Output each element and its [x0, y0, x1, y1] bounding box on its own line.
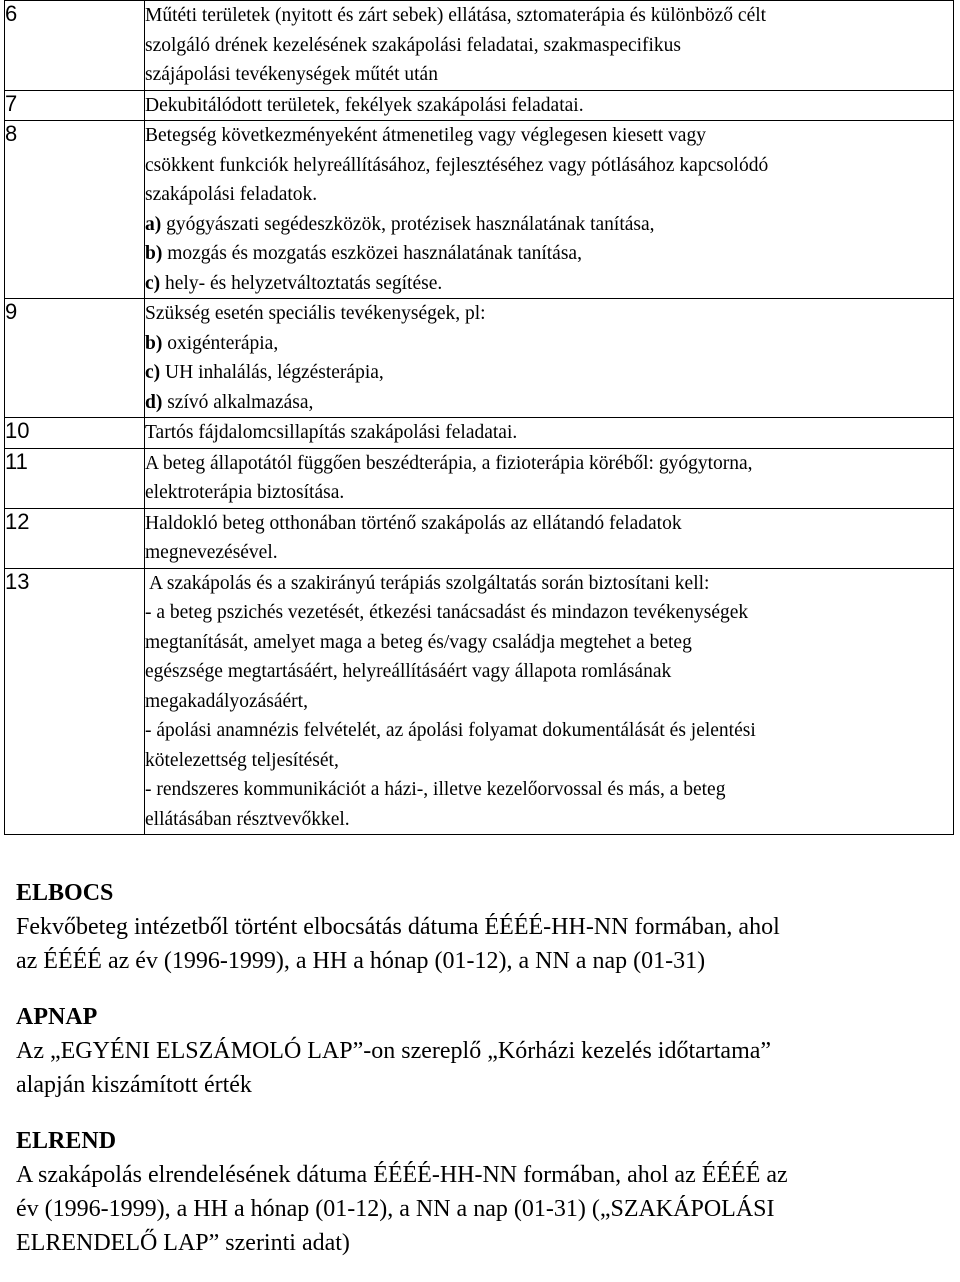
row-number: 11: [5, 448, 145, 508]
text-line: - rendszeres kommunikációt a házi-, illetve kezelőorvossal és más, a beteg: [145, 779, 726, 800]
item-label: b): [145, 332, 163, 354]
list-item: [145, 269, 953, 299]
list-item: [145, 358, 953, 388]
row-number: 9: [5, 299, 145, 418]
text-line: Fekvőbeteg intézetből történt elbocsátás dátuma ÉÉÉÉ-HH-NN formában, ahol: [16, 914, 780, 940]
row-text: [145, 508, 954, 568]
text-line: - ápolási anamnézis felvételét, az ápolási folyamat dokumentálását és jelentési: [145, 720, 756, 741]
text-line: A szakápolás és a szakirányú terápiás szolgáltatás során biztosítani kell:: [149, 572, 710, 594]
text-line: szájápolási tevékenységek műtét után: [145, 64, 438, 85]
text-line: év (1996-1999), a HH a hónap (01-12), a NN a nap (01-31) („SZAKÁPOLÁSI: [16, 1196, 775, 1222]
text-line: az ÉÉÉÉ az év (1996-1999), a HH a hónap (01-12), a NN a nap (01-31): [16, 948, 706, 974]
section-body: [16, 1034, 946, 1102]
text-line: egészsége megtartásáért, helyreállításáért vagy állapota romlásának: [145, 661, 672, 682]
text-line: - a beteg pszichés vezetését, étkezési tanácsadást és mindazon tevékenységek: [145, 602, 749, 623]
text-line: A szakápolás elrendelésének dátuma ÉÉÉÉ-HH-NN formában, ahol az ÉÉÉÉ az: [16, 1162, 788, 1188]
row-number: 8: [5, 121, 145, 299]
item-label: c): [145, 272, 161, 294]
text-line: ELRENDELŐ LAP” szerinti adat): [16, 1230, 350, 1256]
list-item: [145, 329, 953, 359]
text-line: Dekubitálódott területek, fekélyek szakápolási feladatai.: [145, 94, 584, 116]
section-title: APNAP: [16, 1004, 98, 1030]
field-definitions: [16, 876, 946, 1282]
row-text: [145, 568, 954, 835]
row-text: [145, 299, 954, 418]
text-line: A beteg állapotától függően beszédterápia, a fizioterápia köréből: gyógytorna,: [145, 452, 753, 474]
text-line: Szükség esetén speciális tevékenységek, pl:: [145, 303, 486, 324]
text-line: csökkent funkciók helyreállításához, fejlesztéséhez vagy pótlásához kapcsolódó: [145, 154, 769, 176]
item-text: szívó alkalmazása,: [167, 391, 314, 413]
item-label: d): [145, 391, 163, 413]
text-line: szolgáló drének kezelésének szakápolási feladatai, szakmaspecifikus: [145, 34, 682, 56]
text-line: megakadályozásáért,: [145, 690, 308, 712]
section-body: [16, 1158, 946, 1260]
item-label: a): [145, 213, 162, 235]
item-label: c): [145, 362, 161, 383]
text-line: alapján kiszámított érték: [16, 1072, 252, 1098]
item-text: mozgás és mozgatás eszközei használatának tanítása,: [167, 243, 582, 264]
list-item: [145, 239, 953, 269]
text-line: szakápolási feladatok.: [145, 184, 318, 205]
item-label: b): [145, 243, 163, 264]
text-line: Tartós fájdalomcsillapítás szakápolási feladatai.: [145, 422, 518, 443]
section-elbocs: [16, 876, 946, 978]
row-number: 12: [5, 508, 145, 568]
text-line: Betegség következményeként átmenetileg vagy véglegesen kiesett vagy: [145, 125, 706, 146]
row-text: [145, 418, 954, 449]
table-row: [5, 418, 954, 449]
text-line: ellátásában résztvevőkkel.: [145, 808, 350, 830]
row-text: [145, 121, 954, 299]
list-item: [145, 388, 953, 418]
section-elrend: [16, 1124, 946, 1260]
section-title: ELREND: [16, 1128, 117, 1154]
item-text: hely- és helyzetváltoztatás segítése.: [165, 272, 443, 294]
row-text: [145, 90, 954, 121]
table-row: [5, 508, 954, 568]
item-text: oxigénterápia,: [167, 332, 279, 354]
row-text: [145, 448, 954, 508]
text-line: Az „EGYÉNI ELSZÁMOLÓ LAP”-on szereplő „Kórházi kezelés időtartama”: [16, 1038, 772, 1064]
tasks-table: [4, 0, 954, 835]
table-row: [5, 1, 954, 91]
row-number: 13: [5, 568, 145, 835]
item-text: gyógyászati segédeszközök, protézisek használatának tanítása,: [166, 213, 655, 235]
table-row: [5, 90, 954, 121]
table-row: [5, 448, 954, 508]
table-row: [5, 121, 954, 299]
text-line: elektroterápia biztosítása.: [145, 482, 345, 503]
section-apnap: [16, 1000, 946, 1102]
text-line: Műtéti területek (nyitott és zárt sebek) ellátása, sztomaterápia és különböző célt: [145, 5, 767, 26]
list-item: [145, 210, 953, 240]
row-number: 7: [5, 90, 145, 121]
text-line: megnevezésével.: [145, 542, 278, 563]
text-line: megtanítását, amelyet maga a beteg és/vagy családja megtehet a beteg: [145, 631, 692, 653]
text-line: kötelezettség teljesítését,: [145, 749, 339, 771]
section-title: ELBOCS: [16, 880, 114, 906]
table-row: [5, 568, 954, 835]
item-text: UH inhalálás, légzésterápia,: [165, 362, 384, 383]
section-body: [16, 910, 946, 978]
row-number: 6: [5, 1, 145, 91]
text-line: Haldokló beteg otthonában történő szakápolás az ellátandó feladatok: [145, 512, 682, 534]
table-row: [5, 299, 954, 418]
row-text: [145, 1, 954, 91]
row-number: 10: [5, 418, 145, 449]
